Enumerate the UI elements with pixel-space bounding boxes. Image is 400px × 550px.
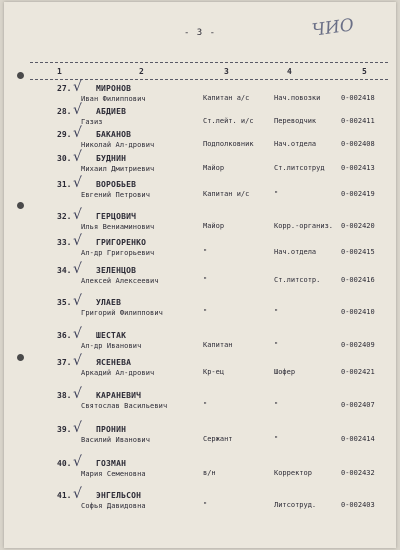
given-name: Софья Давидовна [81, 502, 146, 510]
given-name: Николай Ал-дрович [81, 141, 155, 149]
given-name: Святослав Васильевич [81, 402, 168, 410]
row-number: 31. [57, 180, 72, 189]
rank: Капитан а/с [203, 94, 250, 102]
list-item [4, 486, 396, 527]
surname: МИРОНОВ [96, 84, 132, 93]
document-page [4, 2, 396, 548]
position: " [274, 435, 279, 443]
position: Ст.литсотруд [274, 164, 325, 172]
rank: Ст.лейт. и/с [203, 117, 254, 125]
checkmark-icon: √ [73, 420, 82, 436]
award-number: 0-002432 [341, 469, 375, 477]
list-item [4, 386, 396, 427]
award-number: 0-002420 [341, 222, 375, 230]
given-name: Михаил Дмитриевич [81, 165, 155, 173]
checkmark-icon: √ [73, 486, 82, 502]
given-name: Аркадий Ал-дрович [81, 369, 155, 377]
rank: " [203, 248, 208, 256]
rank: Майор [203, 222, 225, 230]
rank: Подполковник [203, 140, 254, 148]
surname: БАКАНОВ [96, 130, 132, 139]
surname: ГОЗМАН [96, 459, 127, 468]
award-number: 0-002418 [341, 94, 375, 102]
rank: Майор [203, 164, 225, 172]
row-number: 32. [57, 212, 72, 221]
award-number: 0-002413 [341, 164, 375, 172]
column-header-4: 4 [287, 67, 292, 76]
given-name: Мария Семеновна [81, 470, 146, 478]
column-header-5: 5 [362, 67, 367, 76]
rank: " [203, 276, 208, 284]
surname: ЯСЕНЕВА [96, 358, 132, 367]
given-name: Евгений Петрович [81, 191, 151, 199]
rank: " [203, 501, 208, 509]
given-name: Алексей Алексеевич [81, 277, 159, 285]
surname: ЗЕЛЕНЦОВ [96, 266, 137, 275]
given-name: Григорий Филиппович [81, 309, 163, 317]
row-number: 35. [57, 298, 72, 307]
position: Шофер [274, 368, 296, 376]
surname: ВОРОБЬЕВ [96, 180, 137, 189]
column-header-2: 2 [139, 67, 144, 76]
award-number: 0-002415 [341, 248, 375, 256]
award-number: 0-002410 [341, 308, 375, 316]
checkmark-icon: √ [73, 102, 82, 118]
surname: АБДИЕВ [96, 107, 127, 116]
pencil-note: ЧИО [310, 15, 356, 41]
list-item [4, 454, 396, 495]
rank: Кр-ец [203, 368, 225, 376]
award-number: 0-002419 [341, 190, 375, 198]
rank: в/н [203, 469, 216, 477]
position: Нач.повозки [274, 94, 321, 102]
surname: БУДНИН [96, 154, 127, 163]
checkmark-icon: √ [73, 326, 82, 342]
surname: ПРОНИН [96, 425, 127, 434]
position: " [274, 401, 279, 409]
surname: ШЕСТАК [96, 331, 127, 340]
position: Нач.отдела [274, 140, 317, 148]
surname: ЭНГЕЛЬСОН [96, 491, 142, 500]
given-name: Ал-др Григорьевич [81, 249, 155, 257]
given-name: Иван Филиппович [81, 95, 146, 103]
checkmark-icon: √ [73, 386, 82, 402]
list-item [4, 353, 396, 394]
position: Литсотруд. [274, 501, 317, 509]
award-number: 0-002408 [341, 140, 375, 148]
position: " [274, 190, 279, 198]
position: Ст.литсотр. [274, 276, 321, 284]
given-name: Илья Вениаминович [81, 223, 155, 231]
column-header-1: 1 [57, 67, 62, 76]
row-number: 39. [57, 425, 72, 434]
row-number: 29. [57, 130, 72, 139]
checkmark-icon: √ [73, 79, 82, 95]
column-header-3: 3 [224, 67, 229, 76]
checkmark-icon: √ [73, 261, 82, 277]
surname: УЛАЕВ [96, 298, 122, 307]
page-number: - 3 - [183, 28, 217, 38]
row-number: 41. [57, 491, 72, 500]
header-rule-bottom [30, 79, 388, 80]
rank: " [203, 308, 208, 316]
row-number: 27. [57, 84, 72, 93]
checkmark-icon: √ [73, 125, 82, 141]
award-number: 0-002421 [341, 368, 375, 376]
position: Корректор [274, 469, 312, 477]
checkmark-icon: √ [73, 454, 82, 470]
list-item [4, 293, 396, 334]
row-number: 36. [57, 331, 72, 340]
award-number: 0-002403 [341, 501, 375, 509]
award-number: 0-002414 [341, 435, 375, 443]
list-item [4, 420, 396, 461]
award-number: 0-002416 [341, 276, 375, 284]
list-item [4, 261, 396, 302]
checkmark-icon: √ [73, 175, 82, 191]
row-number: 28. [57, 107, 72, 116]
checkmark-icon: √ [73, 149, 82, 165]
row-number: 40. [57, 459, 72, 468]
row-number: 37. [57, 358, 72, 367]
rank: Капитан и/с [203, 190, 250, 198]
surname: ГРИГОРЕНКО [96, 238, 147, 247]
position: Нач.отдела [274, 248, 317, 256]
rank: Сержант [203, 435, 233, 443]
position: " [274, 341, 279, 349]
given-name: Василий Иванович [81, 436, 151, 444]
position: " [274, 308, 279, 316]
row-number: 38. [57, 391, 72, 400]
row-number: 30. [57, 154, 72, 163]
rank: Капитан [203, 341, 233, 349]
given-name: Газиз [81, 118, 103, 126]
award-number: 0-002411 [341, 117, 375, 125]
row-number: 33. [57, 238, 72, 247]
checkmark-icon: √ [73, 353, 82, 369]
rank: " [203, 401, 208, 409]
award-number: 0-002407 [341, 401, 375, 409]
surname: КАРАНЕВИЧ [96, 391, 142, 400]
list-item [4, 175, 396, 216]
given-name: Ал-др Иванович [81, 342, 142, 350]
row-number: 34. [57, 266, 72, 275]
checkmark-icon: √ [73, 207, 82, 223]
checkmark-icon: √ [73, 233, 82, 249]
checkmark-icon: √ [73, 293, 82, 309]
header-rule-top [30, 62, 388, 63]
award-number: 0-002409 [341, 341, 375, 349]
surname: ГЕРЦОВИЧ [96, 212, 137, 221]
punch-hole-icon [17, 72, 24, 79]
position: Корр.-организ. [274, 222, 334, 230]
position: Переводчик [274, 117, 317, 125]
